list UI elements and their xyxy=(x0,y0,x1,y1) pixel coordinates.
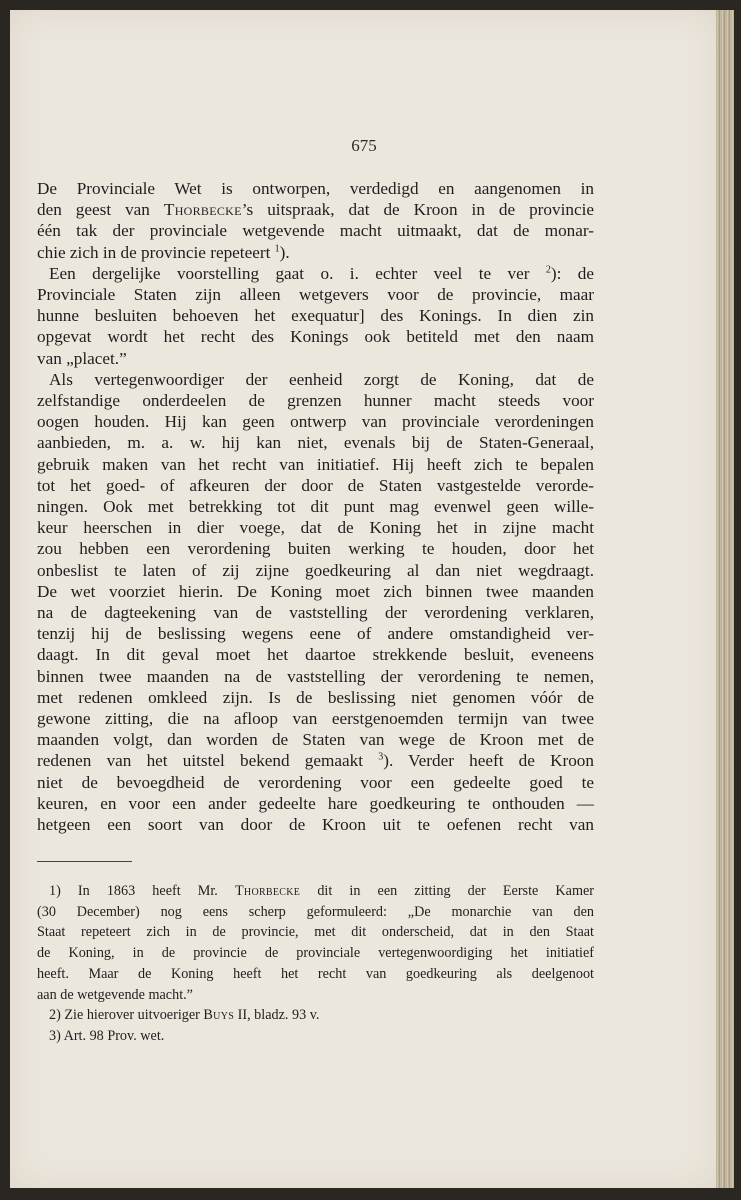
footnote-line: (30 December) nog eens scherp geformuleerd: „De monarchie van den xyxy=(37,903,594,920)
text-line: niet de bevoegdheid de verordening voor een gedeelte goed te xyxy=(37,772,594,792)
text-line: den geest van Thorbecke’s uitspraak, dat de Kroon in de provincie xyxy=(37,200,594,220)
page-number: 675 xyxy=(351,136,377,155)
footnotes xyxy=(37,881,594,1047)
footnote-divider xyxy=(37,861,132,862)
text-line: opgevat wordt het recht des Konings ook betiteld met den naam xyxy=(37,327,594,347)
text-line: na de dagteekening van de vaststelling der verordening verklaren, xyxy=(37,603,594,623)
footnote-line: 1) In 1863 heeft Mr. Thorbecke dit in een zitting der Eerste Kamer xyxy=(49,883,594,899)
author-name: Buys xyxy=(203,1007,235,1024)
text-line: Provinciale Staten zijn alleen wetgevers voor de provincie, maar xyxy=(37,285,594,305)
footnote-ref: 2 xyxy=(545,264,551,276)
text-line: chie zich in de provincie repeteert $^1$). xyxy=(37,242,290,262)
text-line: De Provinciale Wet is ontworpen, verdedigd en aangenomen in xyxy=(37,179,594,198)
author-name: Thorbecke xyxy=(163,200,242,220)
text-line: ningen. Ook met betrekking tot dit punt mag evenwel geen wille- xyxy=(37,497,594,517)
text-line: zelfstandige onderdeelen de grenzen hunner macht steeds voor xyxy=(37,391,594,411)
text-line: Een dergelijke voorstelling gaat o. i. echter veel te ver $^2$): de xyxy=(49,263,594,283)
text-line: maanden volgt, dan worden de Staten van wege de Kroon met de xyxy=(37,730,594,750)
footnote-line: heeft. Maar de Koning heeft het recht van goedkeuring als deelgenoot xyxy=(37,965,594,982)
text-line: van „placet.” xyxy=(37,348,127,368)
text-line: Als vertegenwoordiger der eenheid zorgt de Koning, dat de xyxy=(49,369,594,389)
footnote-line: 3) Art. 98 Prov. wet. xyxy=(49,1027,165,1044)
text-line: aanbieden, m. a. w. hij kan niet, evenals bij de Staten-Generaal, xyxy=(37,433,594,453)
footnote-ref: 1 xyxy=(274,242,280,254)
text-line: met redenen omkleed zijn. Is de beslissing niet genomen vóór de xyxy=(37,687,594,707)
text-line: onbeslist te laten of zij zijne goedkeuring al dan niet wegdraagt. xyxy=(37,560,594,580)
text-line: keuren, en voor een ander gedeelte hare goedkeuring te onthouden — xyxy=(37,793,594,813)
book-page xyxy=(10,10,718,1188)
text-line: hetgeen een soort van door de Kroon uit te oefenen recht van xyxy=(37,815,594,835)
text-line: tenzij hij de beslissing wegens eene of andere omstandigheid ver- xyxy=(37,624,594,644)
text-line: daagt. In dit geval moet het daartoe strekkende besluit, eveneens xyxy=(37,645,594,665)
footnote-line: de Koning, in de provincie de provinciale vertegenwoordiging het initiatief xyxy=(37,945,594,962)
footnote-line: Staat repeteert zich in de provincie, met dit onderscheid, dat in den Staat xyxy=(37,924,594,941)
text-line: gebruik maken van het recht van initiatief. Hij heeft zich te bepalen xyxy=(37,454,594,474)
footnote-line: 2) Zie hierover uitvoeriger Buys II, bladz. 93 v. xyxy=(49,1007,320,1024)
text-line: binnen twee maanden na de vaststelling der verordening te nemen, xyxy=(37,666,594,686)
text-line: één tak der provinciale wetgevende macht uitmaakt, dat de monar- xyxy=(37,221,594,241)
author-name: Thorbecke xyxy=(234,883,301,899)
main-text xyxy=(37,178,594,835)
footnote-ref: 3 xyxy=(378,751,384,763)
text-line: De wet voorziet hierin. De Koning moet zich binnen twee maanden xyxy=(37,581,594,601)
text-line: keur heerschen in dier voege, dat de Koning het in zijne macht xyxy=(37,518,594,538)
page-stack-edge xyxy=(716,10,734,1188)
text-line: redenen van het uitstel bekend gemaakt $^3$). Verder heeft de Kroon xyxy=(37,751,594,771)
text-line: oogen houden. Hij kan geen ontwerp van provinciale verordeningen xyxy=(37,412,594,432)
text-line: tot het goed- of afkeuren der door de Staten vastgestelde verorde- xyxy=(37,475,594,495)
text-line: gewone zitting, die na afloop van eerstgenoemden termijn van twee xyxy=(37,709,594,729)
footnote-line: aan de wetgevende macht.” xyxy=(37,986,193,1003)
text-line: hunne besluiten behoeven het exequatur] des Konings. In dien zin xyxy=(37,306,594,326)
text-line: zou hebben een verordening buiten werking te houden, door het xyxy=(37,539,594,559)
